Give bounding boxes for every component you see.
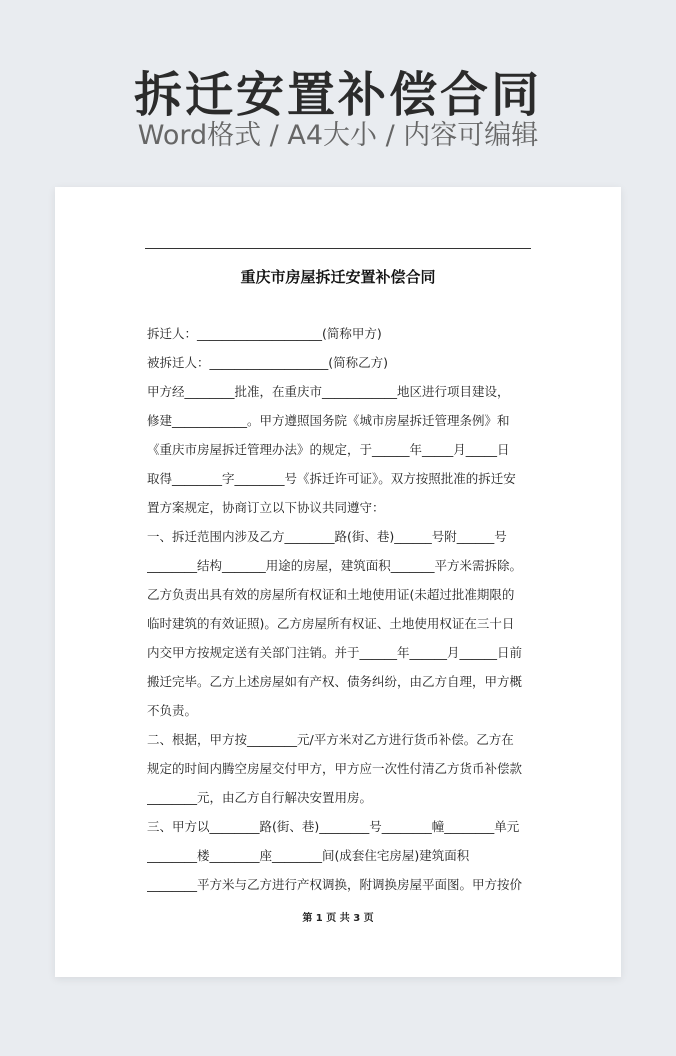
- body-line: ________结构_______用途的房屋，建筑面积_______平方米需拆除。: [147, 558, 523, 573]
- body-line: 修建____________。甲方遵照国务院《城市房屋拆迁管理条例》和: [147, 413, 510, 428]
- body-line: 内交甲方按规定送有关部门注销。并于______年______月______日前: [147, 645, 523, 660]
- body-line: 一、拆迁范围内涉及乙方________路(街、巷)______号附______号: [147, 529, 507, 544]
- body-line: 规定的时间内腾空房屋交付甲方，甲方应一次性付清乙方货币补偿款: [147, 761, 523, 776]
- body-line: 取得________字________号《拆迁许可证》。双方按照批准的拆迁安: [147, 471, 516, 486]
- body-line: 《重庆市房屋拆迁管理办法》的规定，于______年_____月_____日: [147, 442, 510, 457]
- body-line: ________元，由乙方自行解决安置用房。: [147, 790, 373, 805]
- body-line: 二、根据，甲方按________元/平方米对乙方进行货币补偿。乙方在: [147, 732, 514, 747]
- page-number: 第 1 页 共 3 页: [302, 913, 374, 924]
- body-line: 不负责。: [147, 703, 198, 718]
- banner-title: 拆迁安置补偿合同: [133, 67, 542, 123]
- document-body: [147, 322, 531, 902]
- body-line: 拆迁人：____________________(简称甲方): [147, 326, 382, 341]
- body-line: 搬迁完毕。乙方上述房屋如有产权、债务纠纷，由乙方自理，甲方概: [147, 674, 523, 689]
- header-rule: [145, 248, 531, 249]
- banner-subtitle: Word格式 / A4大小 / 内容可编辑: [137, 120, 539, 151]
- document-title: 重庆市房屋拆迁安置补偿合同: [240, 268, 436, 286]
- body-line: 置方案规定，协商订立以下协议共同遵守：: [147, 500, 385, 515]
- body-line: ________楼________座________间(成套住宅房屋)建筑面积: [147, 848, 470, 863]
- body-line: ________平方米与乙方进行产权调换，附调换房屋平面图。甲方按价: [147, 877, 523, 892]
- body-line: 甲方经________批准，在重庆市____________地区进行项目建设，: [147, 384, 510, 399]
- body-line: 被拆迁人：___________________(简称乙方): [147, 355, 389, 370]
- body-line: 乙方负责出具有效的房屋所有权证和土地使用证(未超过批准期限的: [147, 587, 515, 602]
- body-line: 临时建筑的有效证照)。乙方房屋所有权证、土地使用权证在三十日: [147, 616, 515, 631]
- body-line: 三、甲方以________路(街、巷)________号________幢________单元: [147, 819, 520, 834]
- document-page: [55, 187, 621, 977]
